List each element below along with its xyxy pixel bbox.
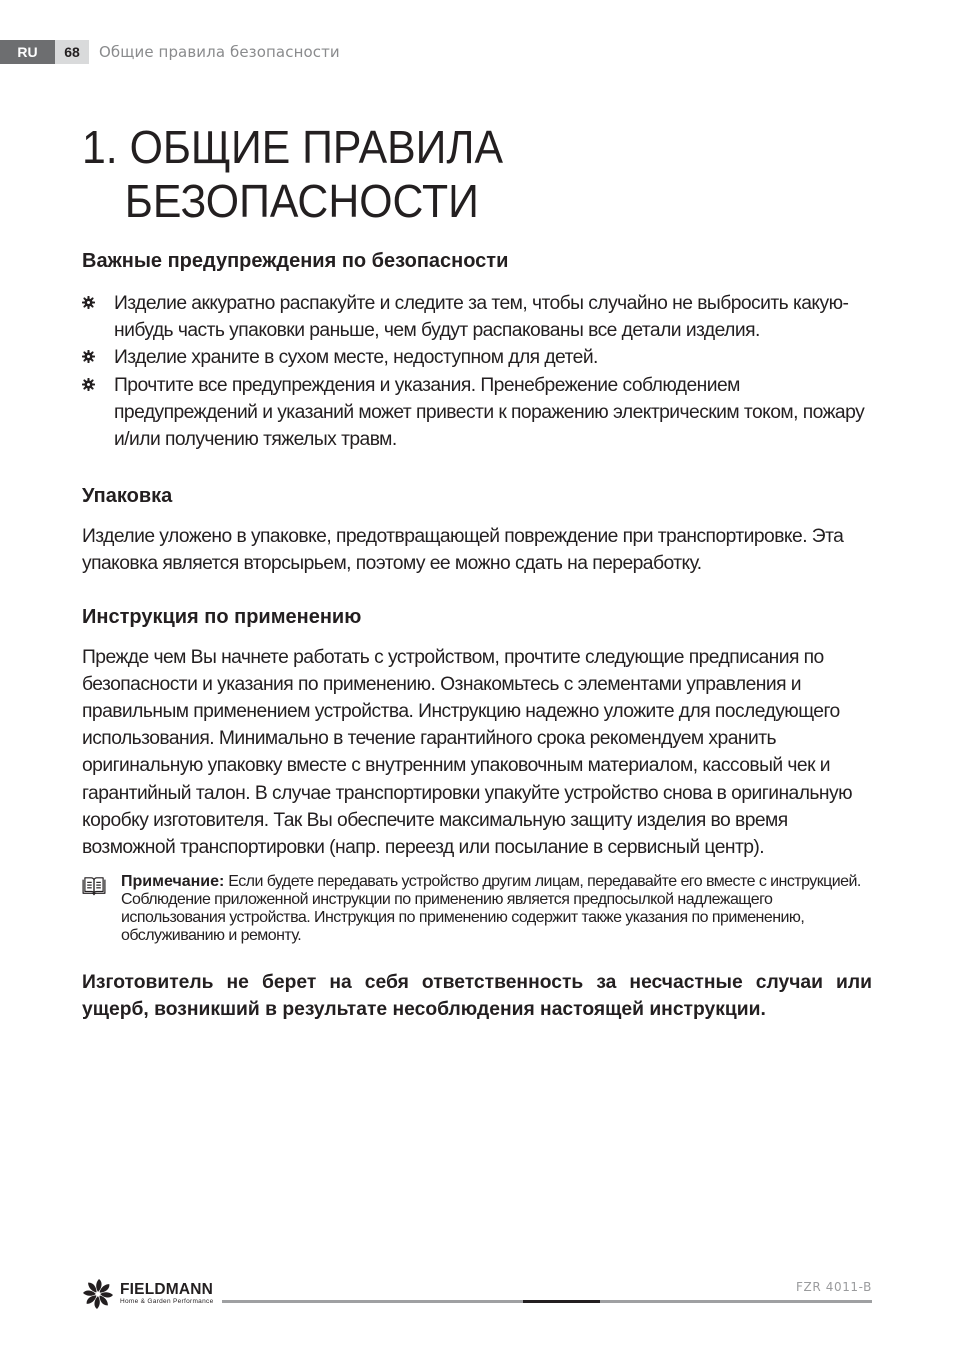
footer-divider-accent [523,1300,600,1303]
instructions-paragraph: Прежде чем Вы начнете работать с устройством, прочтите следующие предписания по безопасности и указания по применению. Ознакомьтесь с элементами управления и правильным применением устройства. Инструкцию надежно уложите для последующего использования. Минимально в течение гарантийного срока рекомендуем хранить оригинальную упаковку вместе с внутренним упаковочным материалом, кассовый чек и гарантийный талон. В случае транспортировки упакуйте устройство снова в оригинальную коробку изготовителя. Так Вы обеспечите максимальную защиту изделия во время возможной транспортировки (напр. переезд или посылание в сервисный центр). [82,646,853,859]
list-item [82,344,872,371]
running-title: Общие правила безопасности [99,43,340,61]
gear-bullet-icon [82,350,95,363]
brand-tagline: Home & Garden Performance [120,1298,214,1305]
note-text: Если будете передавать устройство другим лицам, передавайте его вместе с инструкцией. Соблюдение приложенной инструкции по применению является предпосылкой надлежащего использования устройства. Инструкция по применению содержит также указания по применению, обслуживанию и ремонту. [121,873,861,945]
list-item [82,290,872,344]
list-item [82,372,872,454]
language-tab: RU [0,40,55,64]
disclaimer-text: Изготовитель не берет на себя ответственность за несчастные случаи или ущерб, возникший в результате несоблюдения настоящей инструкции. [82,972,872,1021]
brand-name: FIELDMANN [120,1281,214,1298]
section-heading-packaging: Упаковка [82,485,173,508]
packaging-paragraph: Изделие уложено в упаковке, предотвращающей повреждение при транспортировке. Эта упаковка является вторсырьем, поэтому ее можно сдать на переработку. [82,526,844,575]
warnings-list [82,290,872,453]
fan-logo-icon [82,1278,114,1310]
list-item-text: Прочтите все предупреждения и указания. Пренебрежение соблюдением предупреждений и указаний может привести к поражению электрическим током, пожару и/или получению тяжелых травм. [114,374,865,451]
page-number: 68 [55,40,89,64]
list-item-text: Изделие аккуратно распакуйте и следите за тем, чтобы случайно не выбросить какую-нибудь часть упаковки раньше, чем будут распакованы все детали изделия. [114,293,849,342]
main-content [82,248,872,1043]
brand-logo [82,1278,213,1310]
page-header [0,40,340,64]
note-block [82,873,872,945]
open-book-icon [82,876,106,896]
section-heading-warnings: Важные предупреждения по безопасности [82,250,509,272]
page-title-line1: 1. ОБЩИЕ ПРАВИЛА [82,121,504,173]
page-title [82,120,503,228]
gear-bullet-icon [82,296,95,309]
section-heading-instructions: Инструкция по применению [82,605,362,628]
page-title-line2: БЕЗОПАСНОСТИ [124,175,479,227]
note-label: Примечание: [121,873,225,891]
model-number: FZR 4011-B [796,1280,872,1294]
gear-bullet-icon [82,378,95,391]
list-item-text: Изделие храните в сухом месте, недоступном для детей. [114,347,598,369]
